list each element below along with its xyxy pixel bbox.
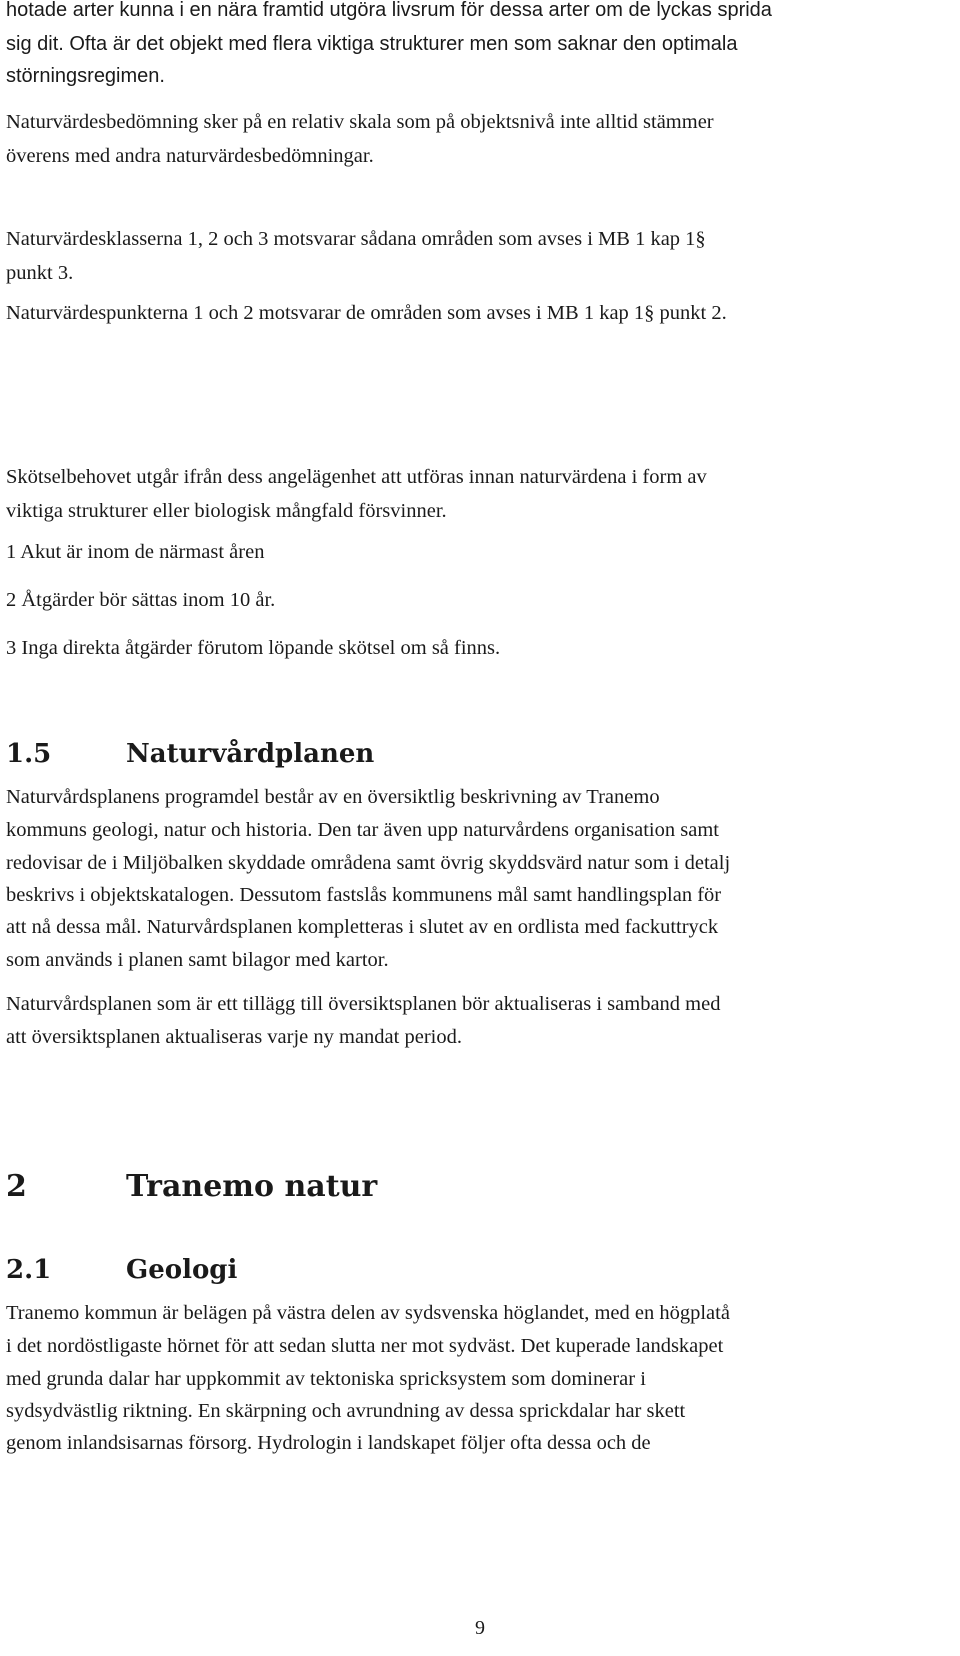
body-line: redovisar de i Miljöbalken skyddade områdena samt övrig skyddsvärd natur som i detalj [6, 852, 731, 874]
section-title: Geologi [126, 1255, 238, 1285]
section-title: Naturvårdplanen [126, 739, 375, 769]
section-heading-1-5 [6, 736, 374, 772]
page-number: 9 [475, 1617, 485, 1639]
body-line: sydsydvästlig riktning. En skärpning och avrundning av dessa sprickdalar har skett [6, 1400, 686, 1422]
intro-line: störningsregimen. [6, 65, 165, 87]
body-line: med grunda dalar har uppkommit av tektoniska spricksystem som dominerar i [6, 1368, 646, 1390]
assessment-line: Naturvärdesbedömning sker på en relativ skala som på objektsnivå inte alltid stämmer [6, 111, 714, 133]
body-line: Naturvårdsplanen som är ett tillägg till översiktsplanen bör aktualiseras i samband med [6, 993, 721, 1015]
body-line: Tranemo kommun är belägen på västra delen av sydsvenska höglandet, med en högplatå [6, 1302, 730, 1324]
section-number: 1.5 [6, 739, 52, 769]
section-heading-2-1 [6, 1252, 237, 1288]
care-line: Skötselbehovet utgår ifrån dess angelägenhet att utföras innan naturvärdena i form av [6, 466, 707, 488]
care-level-item: 2 Åtgärder bör sättas inom 10 år. [6, 589, 276, 611]
body-line: kommuns geologi, natur och historia. Den tar även upp naturvårdens organisation samt [6, 819, 719, 841]
chapter-number: 2 [6, 1169, 27, 1204]
intro-line: hotade arter kunna i en nära framtid utgöra livsrum för dessa arter om de lyckas sprida [6, 0, 772, 21]
chapter-heading-2 [6, 1167, 377, 1207]
points-line: Naturvärdespunkterna 1 och 2 motsvarar de områden som avses i MB 1 kap 1§ punkt 2. [6, 302, 727, 324]
body-line: genom inlandsisarnas försorg. Hydrologin i landskapet följer ofta dessa och de [6, 1432, 651, 1454]
section-number: 2.1 [6, 1255, 52, 1285]
classes-line: punkt 3. [6, 262, 74, 284]
body-line: att översiktsplanen aktualiseras varje ny mandat period. [6, 1026, 462, 1048]
body-line: att nå dessa mål. Naturvårdsplanen kompletteras i slutet av en ordlista med fackuttryck [6, 916, 719, 938]
chapter-title: Tranemo natur [126, 1169, 378, 1204]
body-line: i det nordöstligaste hörnet för att sedan slutta ner mot sydväst. Det kuperade landskapet [6, 1335, 724, 1357]
body-line: Naturvårdsplanens programdel består av en översiktlig beskrivning av Tranemo [6, 786, 660, 808]
body-line: beskrivs i objektskatalogen. Dessutom fastslås kommunens mål samt handlingsplan för [6, 884, 722, 906]
care-level-item: 1 Akut är inom de närmast åren [6, 541, 265, 563]
classes-line: Naturvärdesklasserna 1, 2 och 3 motsvarar sådana områden som avses i MB 1 kap 1§ [6, 228, 706, 250]
care-level-item: 3 Inga direkta åtgärder förutom löpande skötsel om så finns. [6, 637, 501, 659]
body-line: som används i planen samt bilagor med kartor. [6, 949, 389, 971]
assessment-line: överens med andra naturvärdesbedömningar. [6, 145, 374, 167]
care-line: viktiga strukturer eller biologisk mångfald försvinner. [6, 500, 447, 522]
intro-line: sig dit. Ofta är det objekt med flera viktiga strukturer men som saknar den optimala [6, 33, 738, 55]
